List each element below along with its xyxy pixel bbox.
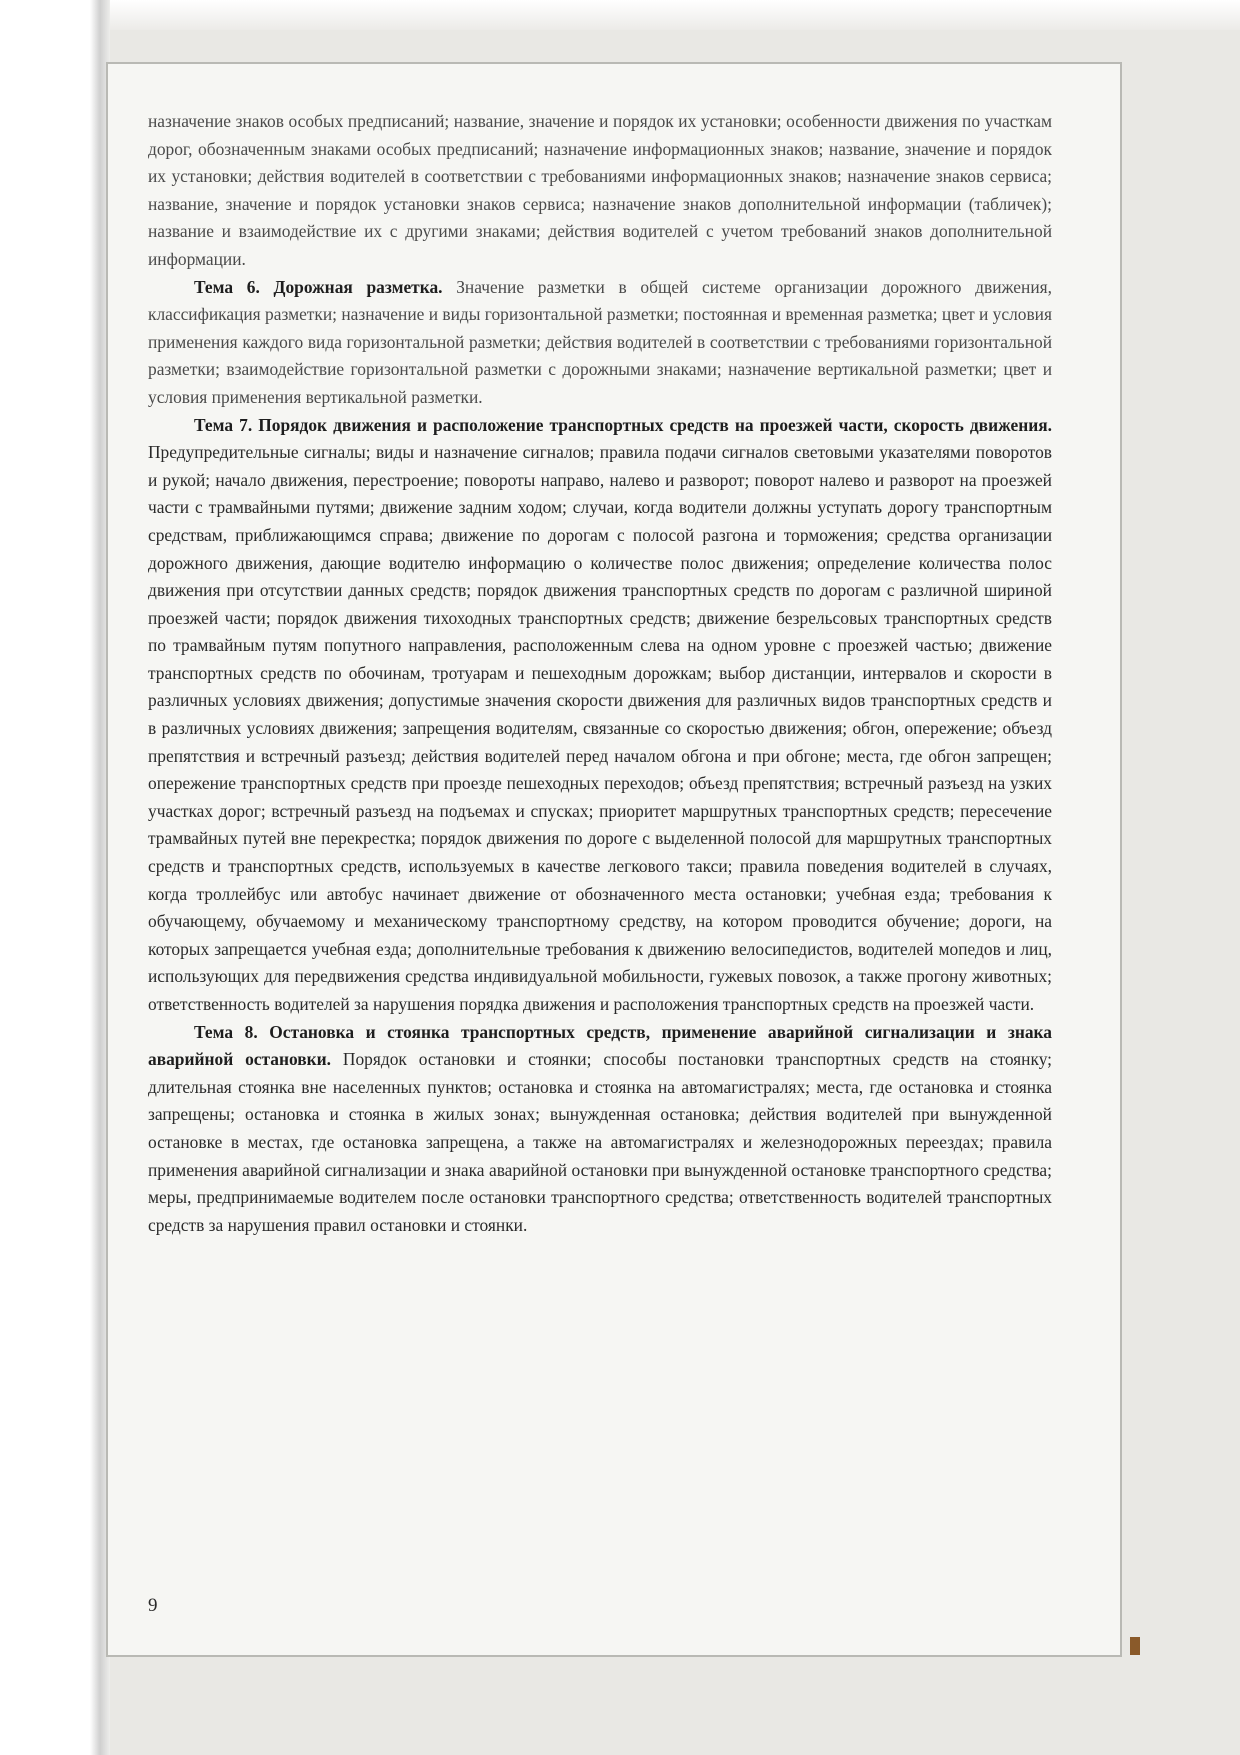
scan-corner-mark — [1130, 1637, 1140, 1655]
page-number: 9 — [148, 1595, 158, 1616]
paragraph-topic-7 — [148, 412, 1052, 1019]
topic-7-body: Предупредительные сигналы; виды и назначение сигналов; правила подачи сигналов световыми указателями поворотов и рукой; начало движения, перестроение; повороты направо, налево и разворот; поворот налево и разворот на проезжей части с трамвайными путями; движение задним ходом; случаи, когда водители должны уступать дорогу транспортным средствам, приближающимся справа; движение по дорогам с полосой разгона и торможения; средства организации дорожного движения, дающие водителю информацию о количестве полос движения; определение количества полос движения при отсутствии данных средств; порядок движения транспортных средств по дорогам с различной шириной проезжей части; порядок движения тихоходных транспортных средств; движение безрельсовых транспортных средств по трамвайным путям попутного направления, расположенным слева на одном уровне с проезжей частью; движение транспортных средств по обочинам, тротуарам и пешеходным дорожкам; выбор дистанции, интервалов и скорости в различных условиях движения; допустимые значения скорости движения для различных видов транспортных средств и в различных условиях движения; запрещения водителям, связанные со скоростью движения; обгон, опережение; объезд препятствия и встречный разъезд; действия водителей перед началом обгона и при обгоне; места, где обгон запрещен; опережение транспортных средств при проезде пешеходных переходов; объезд препятствия; встречный разъезд на узких участках дорог; встречный разъезд на подъемах и спусках; приоритет маршрутных транспортных средств; пересечение трамвайных путей вне перекрестка; порядок движения по дороге с выделенной полосой для маршрутных транспортных средств и транспортных средств, используемых в качестве легкового такси; правила поведения водителей в случаях, когда троллейбус или автобус начинает движение от обозначенного места остановки; учебная езда; требования к обучающему, обучаемому и механическому транспортному средству, на котором проводится обучение; дороги, на которых запрещается учебная езда; дополнительные требования к движению велосипедистов, водителей мопедов и лиц, использующих для передвижения средства индивидуальной мобильности, гужевых повозок, а также прогону животных; ответственность водителей за нарушения порядка движения и расположения транспортных средств на проезжей части. — [148, 442, 1052, 1014]
topic-8-body: Порядок остановки и стоянки; способы постановки транспортных средств на стоянку; длительная стоянка вне населенных пунктов; остановка и стоянка на автомагистралях; места, где остановка и стоянка запрещены; остановка и стоянка в жилых зонах; вынужденная остановка; действия водителей при вынужденной остановке в местах, где остановка запрещена, а также на автомагистралях и железнодорожных переездах; правила применения аварийной сигнализации и знака аварийной остановки при вынужденной остановке транспортного средства; меры, предпринимаемые водителем после остановки транспортного средства; ответственность водителей транспортных средств за нарушения правил остановки и стоянки. — [148, 1049, 1052, 1235]
paragraph-body: назначение знаков особых предписаний; название, значение и порядок их установки; особенности движения по участкам дорог, обозначенным знаками особых предписаний; назначение информационных знаков; название, значение и порядок их установки; действия водителей в соответствии с требованиями информационных знаков; назначение знаков сервиса; название, значение и порядок установки знаков сервиса; назначение знаков дополнительной информации (табличек); название и взаимодействие их с другими знаками; действия водителей с учетом требований знаков дополнительной информации. — [148, 111, 1052, 269]
topic-8-heading: Тема 8. Остановка и стоянка транспортных средств, применение аварийной сигнализации и знака аварийной остановки. — [148, 1021, 1052, 1070]
paragraph-topic-6 — [148, 274, 1052, 412]
topic-7-heading: Тема 7. Порядок движения и расположение транспортных средств на проезжей части, скорость движения. — [194, 414, 1052, 435]
paragraph-topic-8 — [148, 1019, 1052, 1240]
topic-6-body: Значение разметки в общей системе организации дорожного движения, классификация разметки; назначение и виды горизонтальной разметки; постоянная и временная разметка; цвет и условия применения каждого вида горизонтальной разметки; действия водителей в соответствии с требованиями горизонтальной разметки; взаимодействие горизонтальной разметки с дорожными знаками; назначение вертикальной разметки; цвет и условия применения вертикальной разметки. — [148, 276, 1052, 407]
page-body — [148, 108, 1052, 1239]
paragraph-continuation — [148, 108, 1052, 274]
topic-6-heading: Тема 6. Дорожная разметка. — [194, 276, 443, 297]
scan-top-edge — [0, 0, 1240, 30]
scan-left-edge — [0, 0, 110, 1755]
